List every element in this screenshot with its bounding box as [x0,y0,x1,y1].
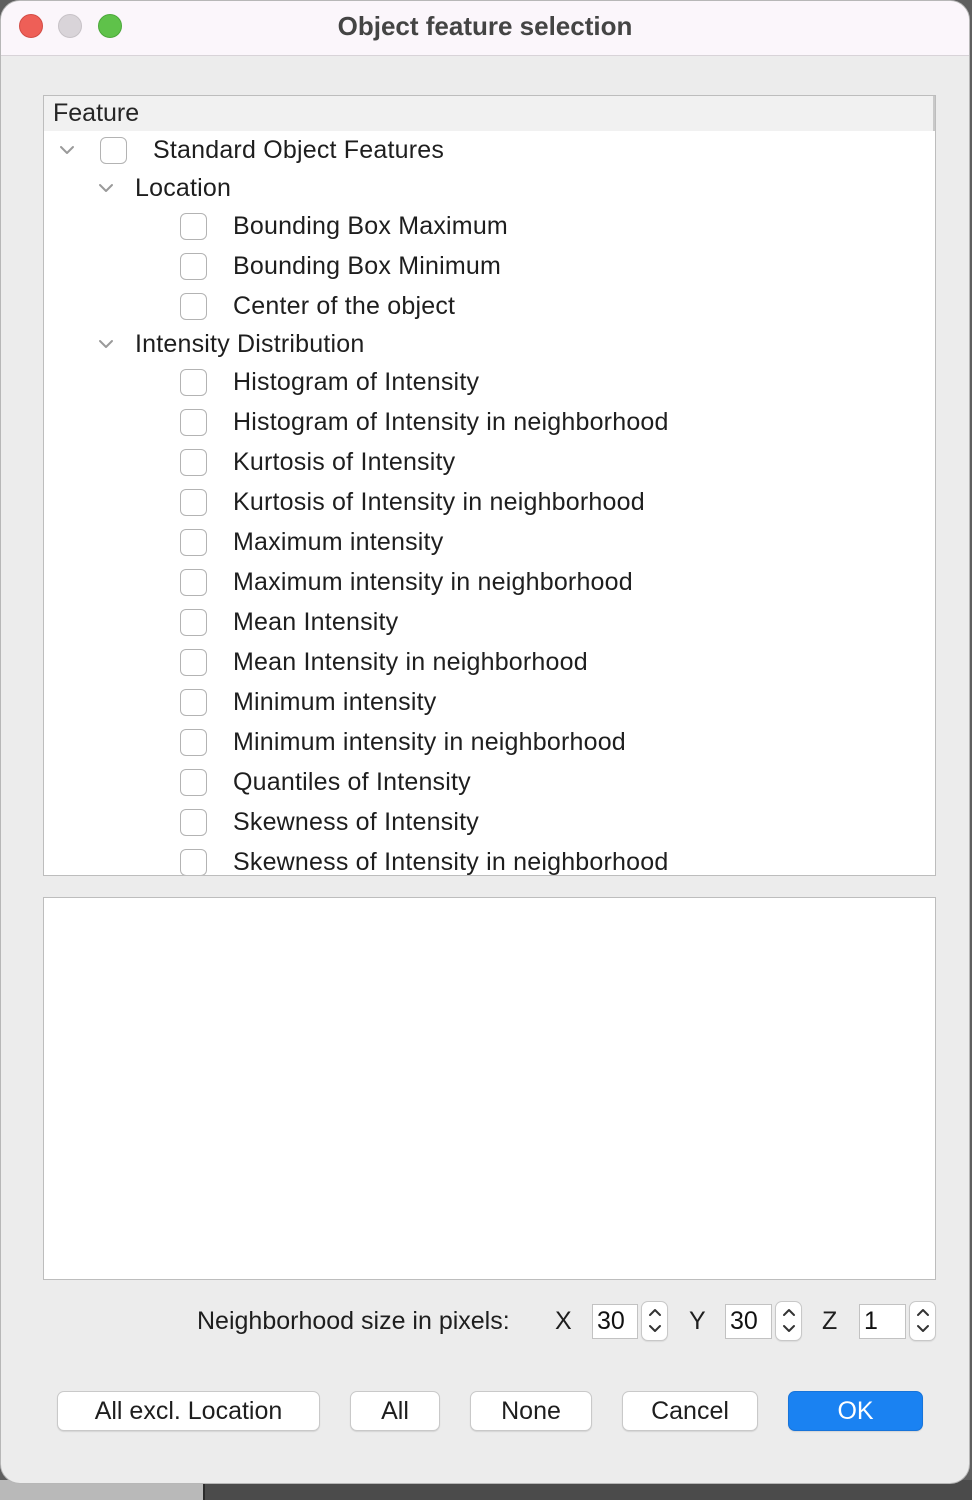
tree-row-feature[interactable] [44,444,935,484]
feature-checkbox[interactable] [180,649,207,676]
feature-label: Kurtosis of Intensity [233,448,456,476]
feature-label: Minimum intensity in neighborhood [233,728,626,756]
chevron-down-icon[interactable] [782,1324,796,1334]
tree-row-feature[interactable] [44,804,935,844]
tree-row-feature[interactable] [44,248,935,288]
feature-checkbox[interactable] [180,253,207,280]
tree-row-feature[interactable] [44,208,935,248]
ok-button[interactable]: OK [788,1391,923,1431]
chevron-down-icon[interactable] [916,1324,930,1334]
feature-label: Mean Intensity [233,608,399,636]
none-button[interactable]: None [470,1391,592,1431]
tree-row-feature[interactable] [44,724,935,764]
window-title: Object feature selection [337,11,633,41]
tree-row-feature[interactable] [44,484,935,524]
tree-row-intensity-distribution[interactable] [44,326,935,366]
tree-row-feature[interactable] [44,684,935,724]
feature-label: Minimum intensity [233,688,437,716]
chevron-down-icon[interactable] [57,140,77,160]
tree-row-feature[interactable] [44,404,935,444]
feature-label: Histogram of Intensity [233,368,480,396]
tree-row-feature[interactable] [44,364,935,404]
feature-label: Maximum intensity in neighborhood [233,568,633,596]
tree-row-feature[interactable] [44,524,935,564]
x-axis-label: X [555,1307,572,1335]
feature-checkbox[interactable] [180,449,207,476]
chevron-up-icon[interactable] [782,1307,796,1317]
feature-checkbox[interactable] [180,689,207,716]
feature-checkbox[interactable] [180,409,207,436]
feature-label: Mean Intensity in neighborhood [233,648,588,676]
chevron-up-icon[interactable] [916,1307,930,1317]
feature-label: Kurtosis of Intensity in neighborhood [233,488,645,516]
chevron-down-icon[interactable] [96,178,116,198]
feature-checkbox[interactable] [180,809,207,836]
neighborhood-y-input[interactable] [725,1304,772,1339]
feature-label: Bounding Box Minimum [233,252,502,280]
feature-label: Maximum intensity [233,528,444,556]
feature-checkbox[interactable] [180,213,207,240]
neighborhood-z-stepper[interactable] [909,1301,936,1341]
feature-label: Quantiles of Intensity [233,768,471,796]
all-excl-location-button[interactable]: All excl. Location [57,1391,320,1431]
location-group-label: Location [135,174,232,202]
tree-row-feature[interactable] [44,764,935,804]
neighborhood-z-input[interactable] [859,1304,906,1339]
standard-object-features-label: Standard Object Features [153,136,445,164]
feature-checkbox[interactable] [180,849,207,876]
feature-checkbox[interactable] [180,369,207,396]
feature-column-header-label: Feature [53,99,140,127]
feature-label: Skewness of Intensity [233,808,479,836]
title-bar [1,1,969,56]
chevron-down-icon[interactable] [96,334,116,354]
feature-label: Histogram of Intensity in neighborhood [233,408,669,436]
standard-object-features-checkbox[interactable] [100,137,127,164]
feature-tree[interactable] [43,95,936,876]
feature-checkbox[interactable] [180,489,207,516]
z-axis-label: Z [822,1307,838,1335]
neighborhood-x-stepper[interactable] [641,1301,668,1341]
feature-checkbox[interactable] [180,609,207,636]
tree-row-feature[interactable] [44,564,935,604]
chevron-down-icon[interactable] [648,1324,662,1334]
neighborhood-y-stepper[interactable] [775,1301,802,1341]
feature-column-header[interactable] [44,96,935,131]
feature-checkbox[interactable] [180,769,207,796]
feature-checkbox[interactable] [180,293,207,320]
tree-row-feature[interactable] [44,844,935,876]
y-axis-label: Y [689,1307,706,1335]
chevron-up-icon[interactable] [648,1307,662,1317]
intensity-distribution-group-label: Intensity Distribution [135,330,365,358]
tree-row-location[interactable] [44,170,935,210]
feature-checkbox[interactable] [180,529,207,556]
feature-checkbox[interactable] [180,729,207,756]
feature-description-panel [43,897,936,1280]
tree-row-feature[interactable] [44,288,935,328]
tree-row-feature[interactable] [44,644,935,684]
cancel-button[interactable]: Cancel [622,1391,758,1431]
all-button[interactable]: All [350,1391,440,1431]
feature-label: Skewness of Intensity in neighborhood [233,848,669,876]
neighborhood-size-label: Neighborhood size in pixels: [197,1307,510,1335]
tree-row-feature[interactable] [44,604,935,644]
neighborhood-x-input[interactable] [592,1304,638,1339]
tree-row-standard-object-features[interactable] [44,132,935,172]
feature-checkbox[interactable] [180,569,207,596]
feature-label: Center of the object [233,292,456,320]
feature-label: Bounding Box Maximum [233,212,508,240]
